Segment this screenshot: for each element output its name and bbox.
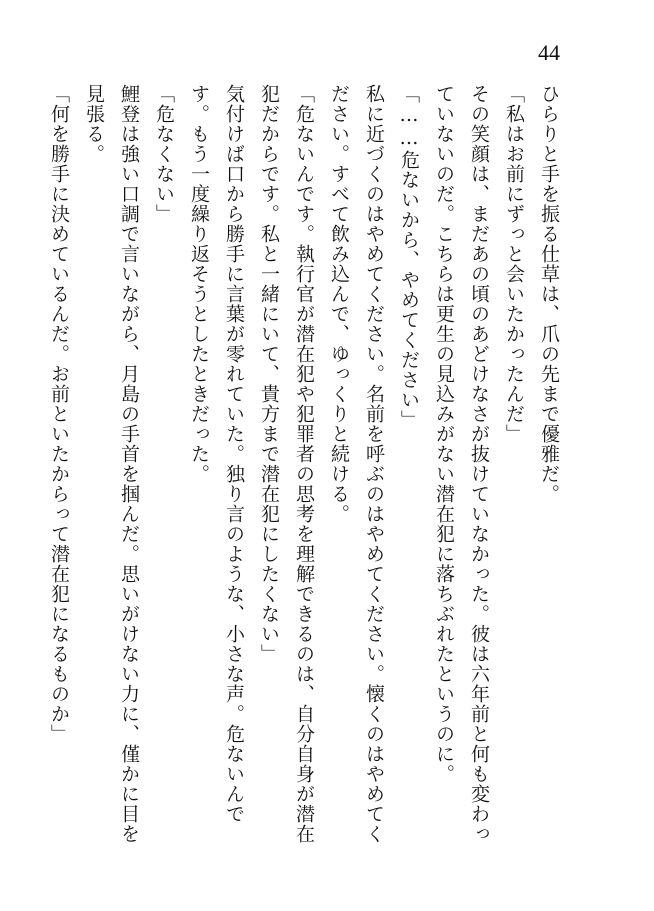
- paragraph: ひらりと手を振る仕草は、爪の先まで優雅だ。: [538, 84, 560, 504]
- paragraph: 気付けば口から勝手に言葉が零れていた。独り言のような、小さな声。危ないんです。もう一度繰り返そうとしたときだった。: [188, 84, 245, 824]
- paragraph: 「私はお前にずっと会いたかったんだ」: [503, 84, 525, 444]
- paragraph: 私に近づくのはやめてください。名前を呼ぶのはやめてください。懐くのはやめてください。すべて飲み込んで、ゆっくりと続ける。: [328, 84, 385, 844]
- paragraph: 「何を勝手に決めているんだ。お前といたからって潜在犯になるものか」: [48, 84, 70, 744]
- paragraph: その笑顔は、まだあの頃のあどけなさが抜けていなかった。彼は六年前と何も変わっていないのだ。こちらは更生の見込みがない潜在犯に落ちぶれたというのに。: [433, 84, 490, 844]
- paragraph: 「危なくない」: [153, 84, 175, 224]
- paragraph: 鯉登は強い口調で言いながら、月島の手首を掴んだ。思いがけない力に、僅かに目を見張る。: [83, 84, 140, 844]
- paragraph: 「危ないんです。執行官が潜在犯や犯罪者の思考を理解できるのは、自分自身が潜在犯だからです。私と一緒にいて、貴方まで潜在犯にしたくない」: [258, 84, 315, 844]
- paragraph: 「……危ないから、やめてください」: [398, 84, 420, 430]
- vertical-text-body: [41, 84, 566, 844]
- page-number: 44: [538, 40, 560, 65]
